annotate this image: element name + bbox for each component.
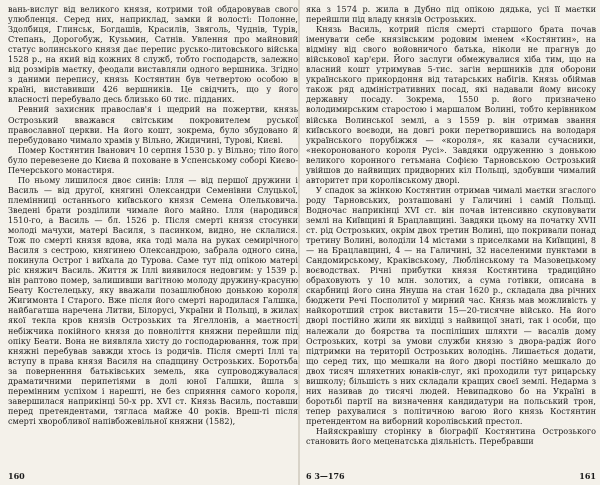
paragraph: У спадок за жінкою Костянтин отримав чималі маєтки згаслого роду Тарновських, розташовані у Галичині і самій Польщі. Водночас наприкінці XVI ст. він почав інтенсивно скуповувати землі на Київщині й Брацлавщині. Завдяки цьому на початку XVII ст. рід Острозьких, окрім двох третин Волині, що покривали понад третину Волині, володіли 14 містами з приселками на Київщині, 8 — на Брацлавщині, 4 — на Галичині, 32 населеними пунктами в Сандомирському, Краківському, Люблінському та Мазовецькому воєводствах. Річні прибутки князя Костянтина традиційно обраховують у 10 млн. золотих, а сума готівки, описана в скарбниці його сина Януша на стан 1620 р., складала два річних бюджети Речі Посполитої у мирний час. Князь мав можливість у найкоротший строк виставити 15—20-тисячне військо. На його дворі постійно жили як вихідці з найвищої знаті, так і особи, що належали до боярства та поспіліших шляхти — васалів дому Острозьких, котрі за умови служби князю з двора-радіж його підтримки на території Острозьких володінь. Лишається додати, що серед тих, що мешкали на його дворі постійно мешкало до двох тисяч шляхетних юнаків-слуг, які проходили тут рицарську вишколу; більшість з них складали кращих своєї землі. Недарма з них називав до тисячі людей. Невипадково бо на Україні в боротьбі партії на визначення кандидатури на польський трон, тепер рахувалися з політичною вагою його князь Костянтин претендентом на виборний королівський престол. bbox=[306, 184, 596, 426]
paragraph: яка з 1574 р. жила в Дубно під опікою дядька, усі її маєтки перейшли під владу князів Острозьких. bbox=[306, 4, 596, 25]
paragraph: По ньому лишилося двоє синів: Ілля — від першої дружини і Василь — від другої, княгині Олександри Семенівни Слуцької, племінниці останнього київського князя Семена Олельковича. Зведені брати розділили чимале його майно. Ілля (народився 1510-го, а Василь — бл. 1526 р. Після смерті князя стосунки молоді мачухи, матері Василя, з пасинком, видно, не склалися. Тож по смерті князя вдова, яка тоді мала на руках семирічного Василя з сестрою, княгинею Олександрою, забрала одного сина, покинула Острог і виїхала до Турова. Саме тут під опікою матері ріс княжич Василь. Життя ж Іллі виявилося недовгим: у 1539 р. він раптово помер, залишивши вагітною молоду дружину-красуню Беату Костелецьку, яку вважали позашлюбною донькою короля Жигимонта I Старого. Вже після його смерті народилася Галшка, найбагатша наречена Литви, Білорусі, України й Польщі, в жилах якої текла кров князів Острозьких та Ягеллонів, а маєтності небіжчика покійного князя до повноліття княжни перейшли під опіку Беати. Вона не виявляла хисту до господарювання, тож при княжні перебував завжди хтось із родичів. Після смерті Іллі та вступу в права князя Василя на спадщину Острозьких. Боротьба за поверненння батьківських земель, яка супроводжувалася драматичними перипетіями в долі юної Галшки, йшла з перемінним успіхом і нарешті, не без сприяння самого короля, завершилася наприкінці 50-х рр. XVI ст. Князь Василь, поставши перед претендентами, тягласа майже 40 років. Вреш-ті після смерті хворобливої напівбожевільної княжни (1582), bbox=[8, 174, 298, 426]
right-page bbox=[306, 4, 596, 482]
page-number: 160 bbox=[8, 471, 25, 481]
left-page bbox=[8, 4, 298, 482]
book-gutter bbox=[298, 0, 300, 485]
paragraph: вань-вислуг від великого князя, котрими той обдаровував свого улюбленця. Серед них, наприклад, замки й волості: Полонне, Здолбиця, Глинськ, Богдашів, Красилів, Звяголь, Чуднів, Турів, Степань, Дорогобуж, Кузьмин, Сатнів. Увлення про майновий статус волинського князя дає перепис русько-литовського війська 1528 р., на який від кожних 8 служб, тобто господарств, залежно від розмірів маєтку, феодали виставляли одного вершника. Згідно з даними перепису, князь Костянтин був четвертою особою в країні, виставивши 426 вершників. Це свідчить, що у його власності перебувало десь близько 60 тис. підданих. bbox=[8, 4, 298, 105]
paragraph: Князь Василь, котрий після смерті старшого брата почав іменувати себе князівським родовим іменем «Костянтин», на відміну від свого войовничого батька, ніколи не прагнув до військової кар'єри. Його заслуги обмежувалися хіба тим, що на власний кошт утримував 5-тис. загін вершників для оборони українського прикордоння від татарських набігів. Князь обіймав також ряд адміністративних посад, які надавали йому високу державну посаду. Зокрема, 1550 р. його призначено володимирським старостою і маршалом Волині, тобто керівником війська Волинської землі, а з 1559 р. він отримав звання київського воєводи, на довгі роки перетворившись на володаря українського порубіжжя — «короля», як казали сучасники, «некоронованого короля Русі». Завдяки одруженню з донькою великого коронного гетьмана Софією Тарновською Острозький увійшов до найвищих придворних кіл Польщі, здобувши чималий авторитет при королівському дворі. bbox=[306, 24, 596, 185]
paragraph: Ревний захисник православ'я і щедрий на пожертви, князь Острозький вважався світським покровителем руської православної церкви. На його кошт, зокрема, було збудовано й перебудовано чимало храмів у Вільно, Жидичині, Турові, Києві. bbox=[8, 104, 298, 145]
right-page-text bbox=[306, 4, 596, 446]
left-page-text bbox=[8, 4, 298, 426]
paragraph: Помер Костянтин Іванович 10 серпня 1530 р. у Вільно; тіло його було перевезене до Києва й поховане в Успенському соборі Києво-Печерського монастиря. bbox=[8, 144, 298, 175]
paragraph: Найяскравішу сторінку в біографії Костянтина Острозького становить його меценатська діяльність. Перебравши bbox=[306, 425, 596, 447]
page-number: 161 bbox=[579, 471, 596, 481]
left-page-footer bbox=[8, 469, 298, 481]
printer-signature-mark: 6 3—176 bbox=[306, 471, 345, 481]
right-page-footer bbox=[306, 469, 596, 481]
